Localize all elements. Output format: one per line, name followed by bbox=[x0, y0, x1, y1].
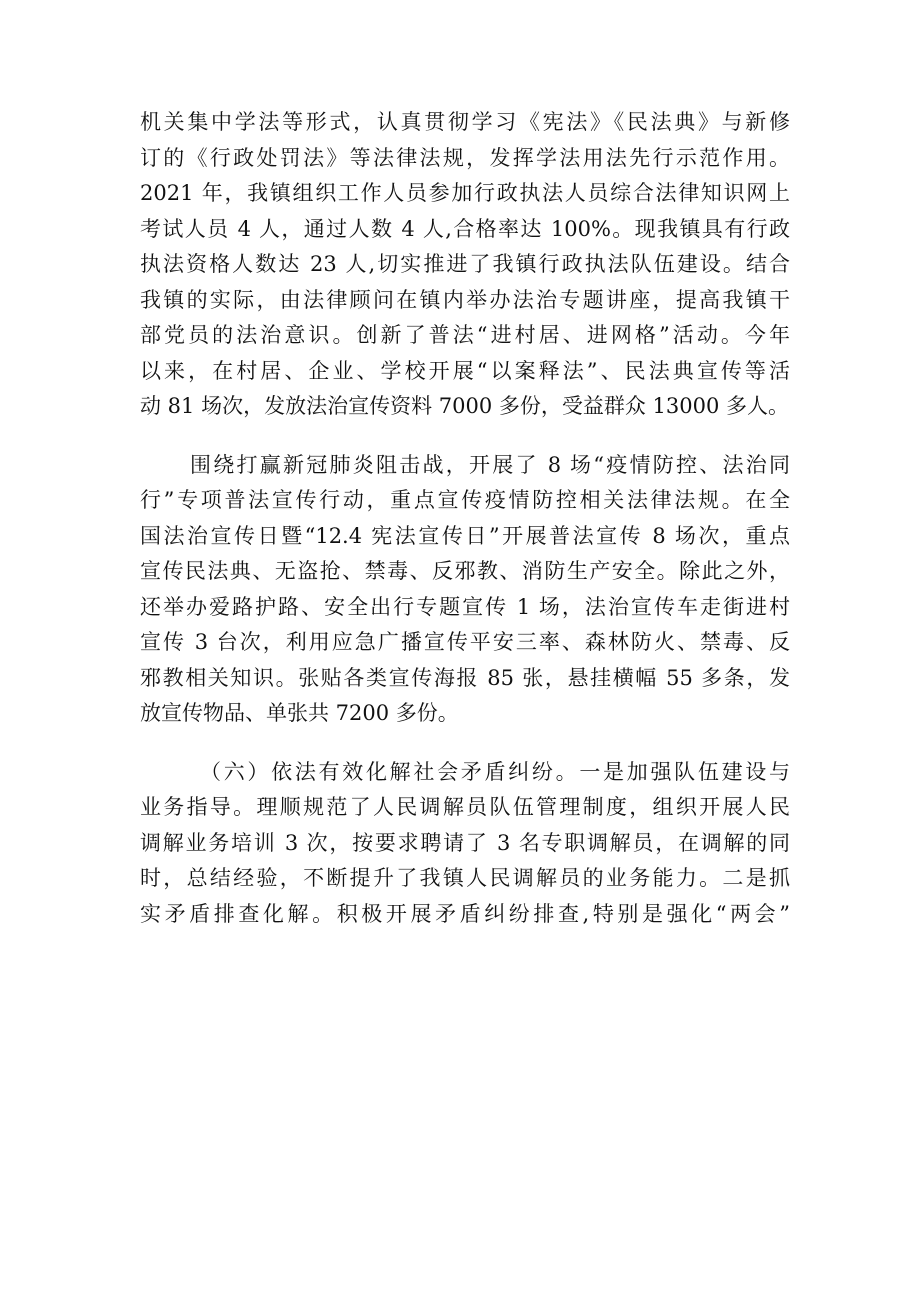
text-line: 宣传 3 台次，利用应急广播宣传平安三率、森林防火、禁毒、反 bbox=[140, 630, 790, 654]
text-line: 行”专项普法宣传行动，重点宣传疫情防控相关法律法规。在全 bbox=[140, 488, 790, 512]
text-line: 邪教相关知识。张贴各类宣传海报 85 张，悬挂横幅 55 多条，发 bbox=[140, 665, 790, 690]
text-line: 动 81 场次，发放法治宣传资料 7000 多份，受益群众 13000 多人。 bbox=[140, 394, 790, 418]
text-line: （六）依法有效化解社会矛盾纠纷。一是加强队伍建设与 bbox=[200, 759, 790, 784]
text-line: 以来，在村居、企业、学校开展“以案释法”、民法典宣传等活 bbox=[140, 358, 790, 383]
text-line: 还举办爱路护路、安全出行专题宣传 1 场，法治宣传车走街进村 bbox=[140, 594, 790, 619]
paragraph-law-study bbox=[140, 105, 790, 425]
text-line: 订的《行政处罚法》等法律法规，发挥学法用法先行示范作用。 bbox=[140, 145, 790, 170]
text-line: 2021 年，我镇组织工作人员参加行政执法人员综合法律知识网上 bbox=[140, 181, 790, 205]
text-line: 考试人员 4 人，通过人数 4 人,合格率达 100%。现我镇具有行政 bbox=[140, 216, 790, 241]
text-line: 机关集中学法等形式，认真贯彻学习《宪法》《民法典》与新修 bbox=[140, 110, 790, 134]
text-line: 时，总结经验，不断提升了我镇人民调解员的业务能力。二是抓 bbox=[140, 866, 790, 890]
text-line: 部党员的法治意识。创新了普法“进村居、进网格”活动。今年 bbox=[140, 323, 790, 347]
text-line: 我镇的实际，由法律顾问在镇内举办法治专题讲座，提高我镇干 bbox=[140, 287, 790, 312]
paragraph-dispute-resolution bbox=[140, 755, 790, 933]
text-line: 业务指导。理顺规范了人民调解员队伍管理制度，组织开展人民 bbox=[140, 795, 790, 819]
paragraph-covid-publicity bbox=[140, 448, 790, 732]
paragraph-gap bbox=[140, 425, 790, 448]
text-line: 放宣传物品、单张共 7200 多份。 bbox=[140, 701, 459, 725]
text-line: 执法资格人数达 23 人,切实推进了我镇行政执法队伍建设。结合 bbox=[140, 252, 790, 276]
paragraph-gap bbox=[140, 732, 790, 755]
text-line: 围绕打赢新冠肺炎阻击战，开展了 8 场“疫情防控、法治同 bbox=[190, 452, 790, 477]
document-body bbox=[140, 105, 790, 932]
text-line: 调解业务培训 3 次，按要求聘请了 3 名专职调解员，在调解的同 bbox=[140, 830, 790, 855]
text-line: 宣传民法典、无盗抢、禁毒、反邪教、消防生产安全。除此之外， bbox=[140, 559, 790, 583]
text-line: 实矛盾排查化解。积极开展矛盾纠纷排查,特别是强化“两会” bbox=[140, 901, 790, 926]
text-line: 国法治宣传日暨“12.4 宪法宣传日”开展普法宣传 8 场次，重点 bbox=[140, 523, 790, 548]
